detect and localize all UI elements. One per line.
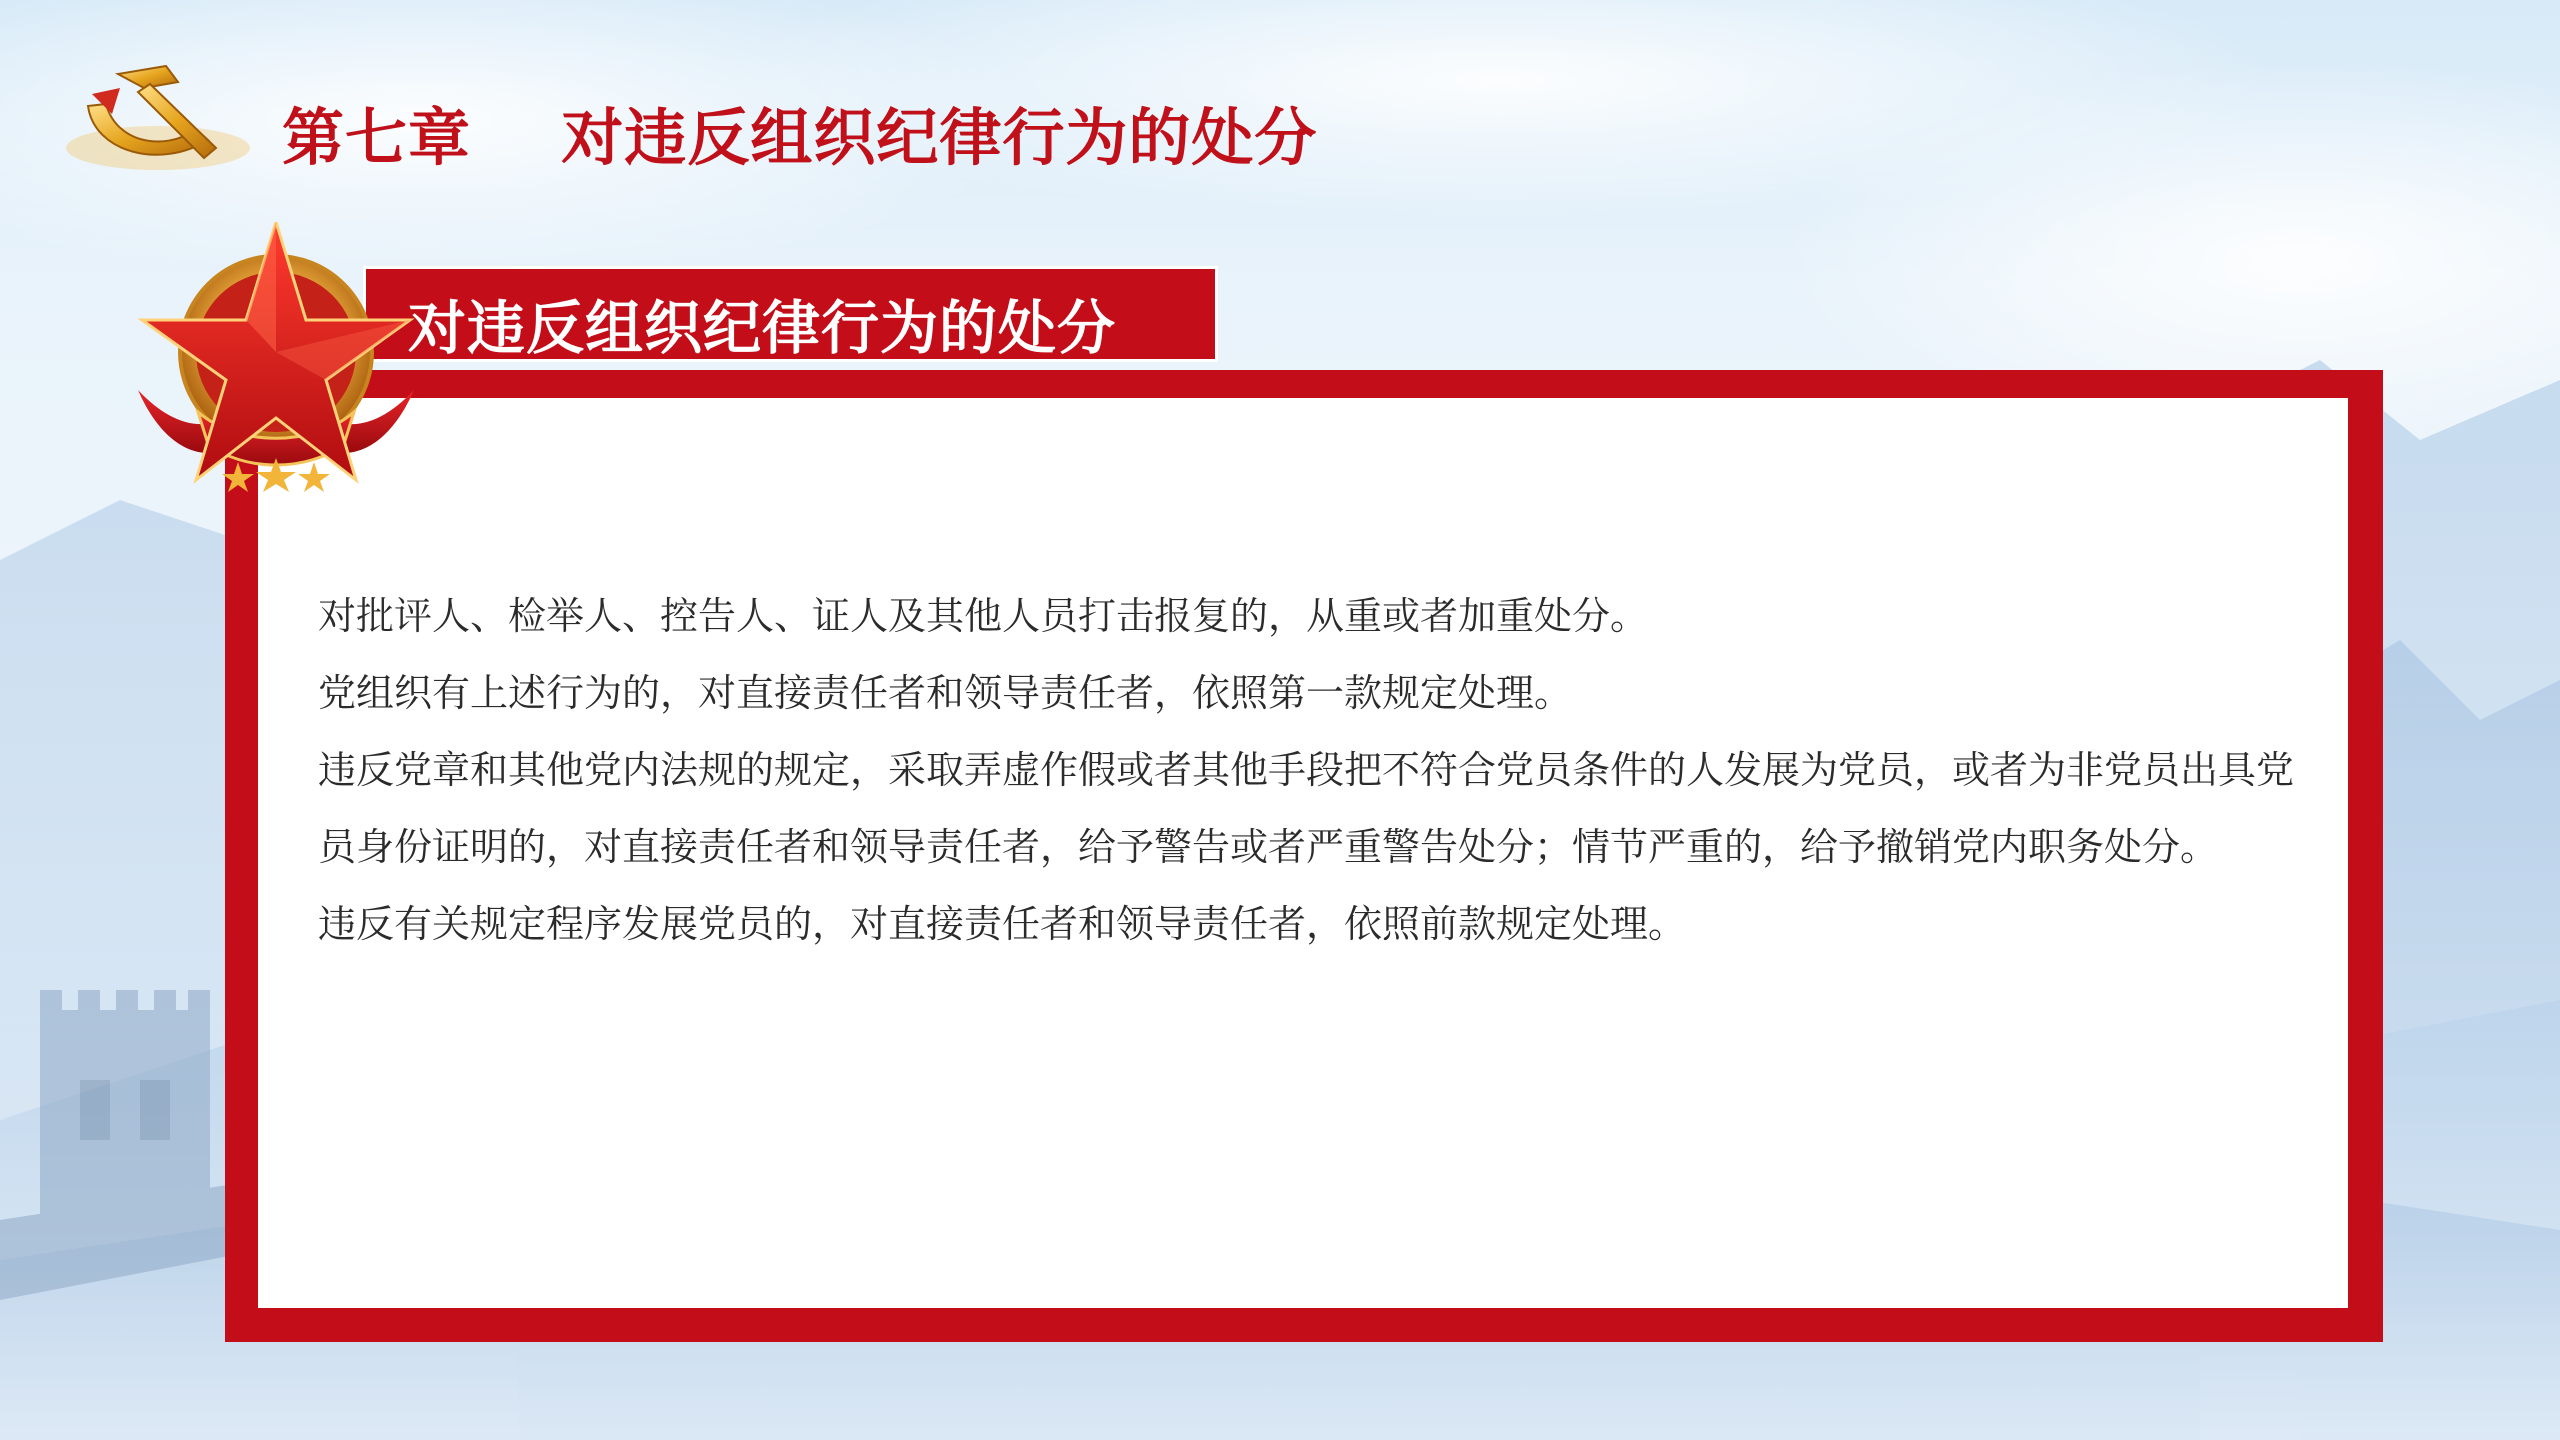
section-title: 对违反组织纪律行为的处分 (408, 294, 1117, 362)
section-banner (363, 266, 1218, 362)
paragraph-3: 违反党章和其他党内法规的规定，采取弄虚作假或者其他手段把不符合党员条件的人发展为党员，或者为非党员出具党员身份证明的，对直接责任者和领导责任者，给予警告或者严重警告处分；情节严重的，给予撤销党内职务处分。 (318, 748, 2295, 869)
paragraph-1: 对批评人、检举人、控告人、证人及其他人员打击报复的，从重或者加重处分。 (318, 594, 1649, 638)
red-star-icon (128, 222, 418, 492)
body-text (318, 578, 2328, 963)
paragraph-4: 违反有关规定程序发展党员的，对直接责任者和领导责任者，依照前款规定处理。 (318, 902, 1687, 946)
paragraph-2: 党组织有上述行为的，对直接责任者和领导责任者，依照第一款规定处理。 (318, 671, 1573, 715)
hammer-sickle-icon (58, 48, 258, 178)
page-title: 第七章 对违反组织纪律行为的处分 (282, 101, 1318, 174)
